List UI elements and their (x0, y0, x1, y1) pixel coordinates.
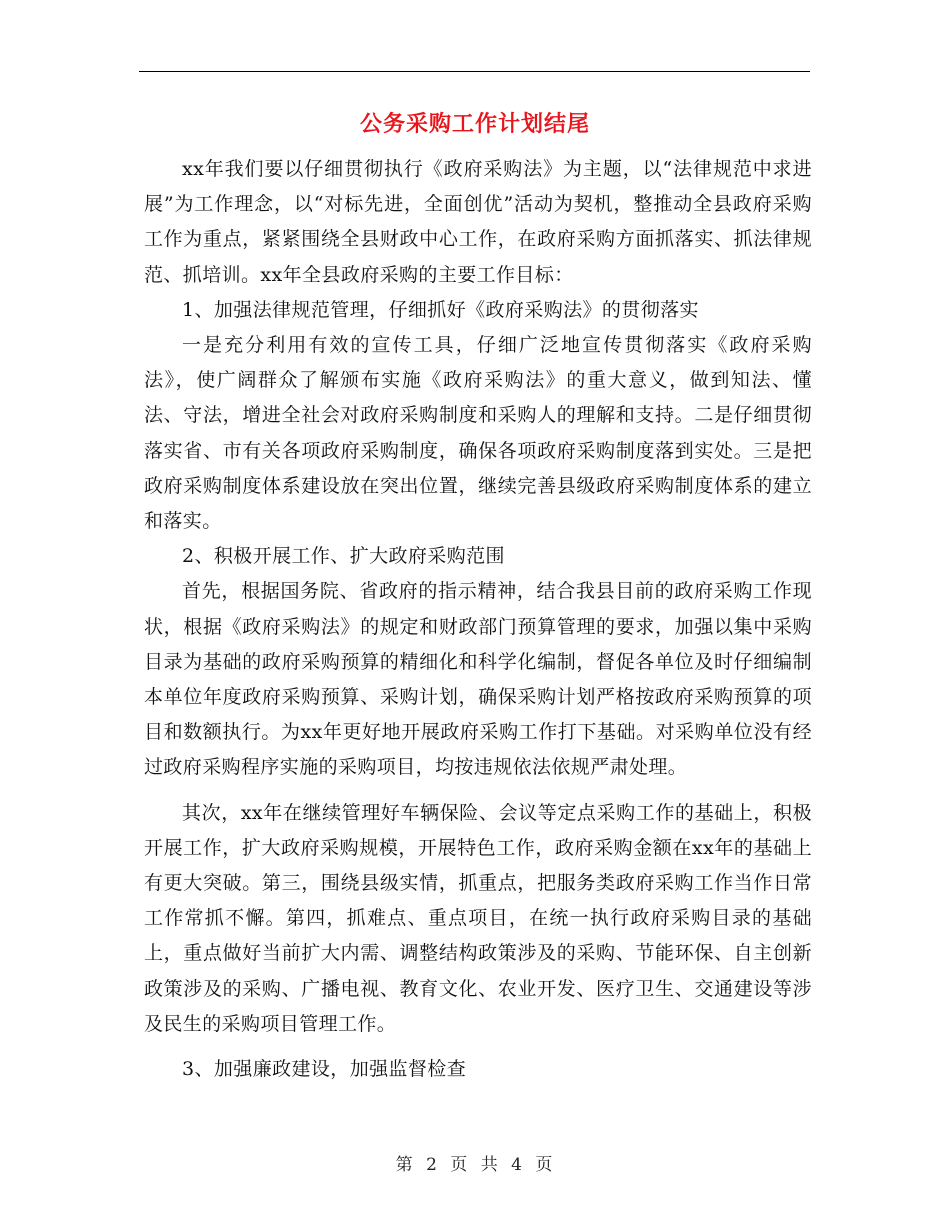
document-title: 公务采购工作计划结尾 (359, 111, 590, 137)
paragraph-section-2-first: 首先，根据国务院、省政府的指示精神，结合我县目前的政府采购工作现状，根据《政府采购法》的规定和财政部门预算管理的要求，加强以集中采购目录为基础的政府采购预算的精细化和科学化编制，督促各单位及时仔细编制本单位年度政府采购预算、采购计划，确保采购计划严格按政府采购预算的项目和数额执行。为xx年更好地开展政府采购工作打下基础。对采购单位没有经过政府采购程序实施的采购项目，均按违规依法依规严肃处理。 (144, 580, 812, 779)
paragraph-section-2-second: 其次，xx年在继续管理好车辆保险、会议等定点采购工作的基础上，积极开展工作，扩大政府采购规模，开展特色工作，政府采购金额在xx年的基础上有更大突破。第三，围绕县级实情，抓重点，把服务类政府采购工作当作日常工作常抓不懈。第四，抓难点、重点项目，在统一执行政府采购目录的基础上，重点做好当前扩大内需、调整结构政策涉及的采购、节能环保、自主创新政策涉及的采购、广播电视、教育文化、农业开发、医疗卫生、交通建设等涉及民生的采购项目管理工作。 (144, 801, 812, 1035)
paragraph-section-1: 一是充分利用有效的宣传工具，仔细广泛地宣传贯彻落实《政府采购法》，使广阔群众了解颁布实施《政府采购法》的重大意义，做到知法、懂法、守法，增进全社会对政府采购制度和采购人的理解和支持。二是仔细贯彻落实省、市有关各项政府采购制度，确保各项政府采购制度落到实处。三是把政府采购制度体系建设放在突出位置，继续完善县级政府采购制度体系的建立和落实。 (144, 334, 812, 533)
document-body (144, 152, 812, 1087)
heading-section-1: 1、加强法律规范管理，仔细抓好《政府采购法》的贯彻落实 (182, 298, 699, 321)
page-number-footer: 第 2 页 共 4 页 (395, 1155, 555, 1175)
header-rule (139, 71, 810, 72)
heading-section-3: 3、加强廉政建设，加强监督检查 (182, 1058, 467, 1081)
paragraph-intro: xx年我们要以仔细贯彻执行《政府采购法》为主题，以“法律规范中求进展”为工作理念，以“对标先进，全面创优”活动为契机，整推动全县政府采购工作为重点，紧紧围绕全县财政中心工作，在政府采购方面抓落实、抓法律规范、抓培训。xx年全县政府采购的主要工作目标： (144, 158, 812, 286)
heading-section-2: 2、积极开展工作、扩大政府采购范围 (182, 545, 505, 568)
